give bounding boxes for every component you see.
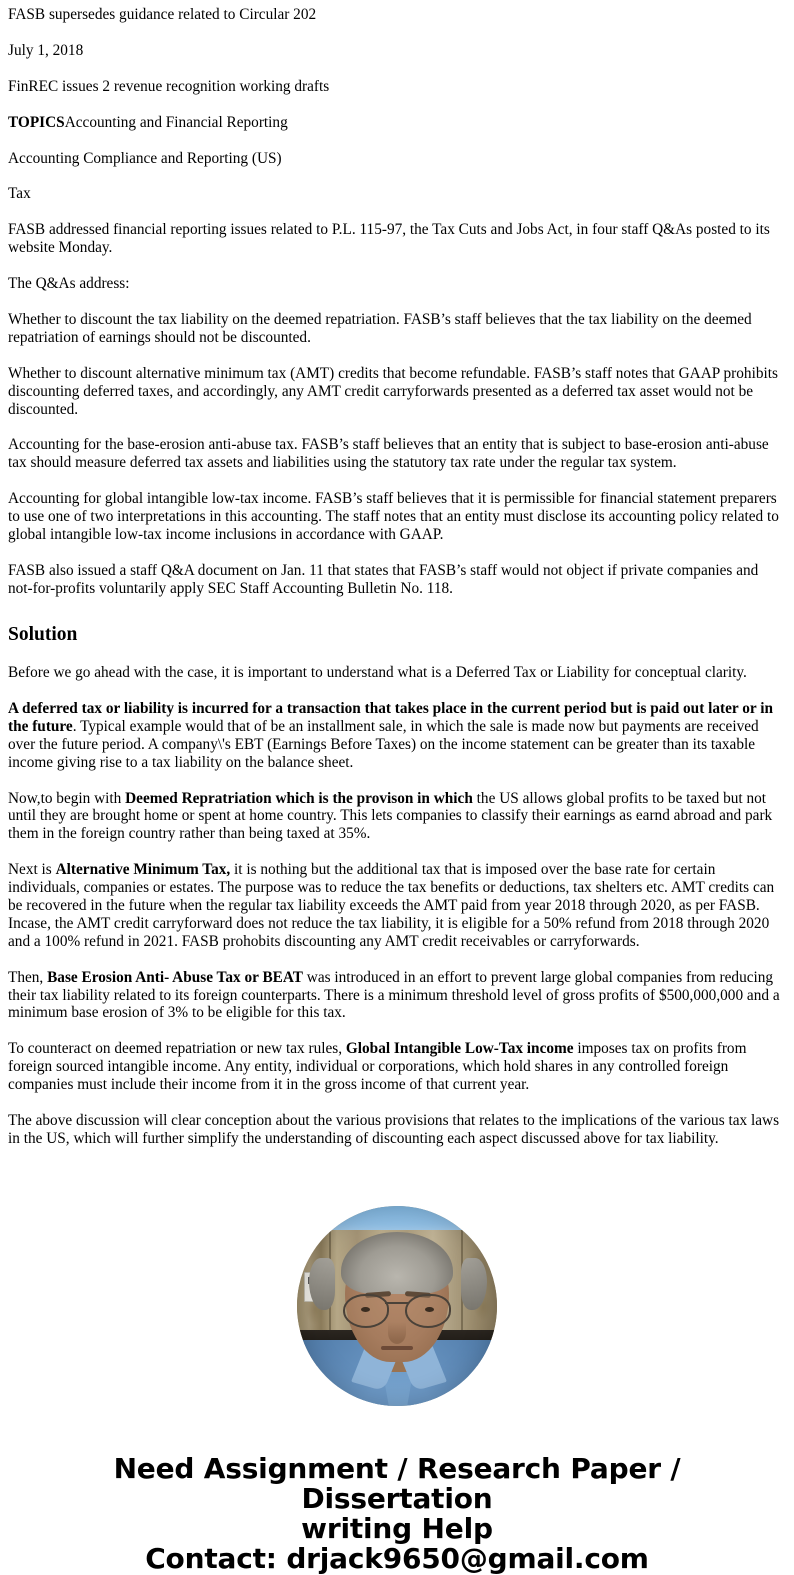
avatar	[297, 1206, 497, 1406]
solution-paragraph-gilti	[8, 1040, 786, 1094]
article-paragraph: Accounting for global intangible low-tax income. FASB’s staff believes that it is permissible for financial statement preparers to use one of two interpretations in this accounting. The staff notes that an entity must disclose its accounting policy related to global intangible low-tax income inclusions in accordance with GAAP.	[8, 490, 779, 544]
article-subheadline: FinREC issues 2 revenue recognition working drafts	[8, 77, 330, 95]
solution-heading: Solution	[8, 623, 78, 645]
gilti-pre: To counteract on deemed repatriation or new tax rules,	[8, 1040, 346, 1058]
document-page	[0, 6, 794, 1574]
repatriation-pre: Now,to begin with	[8, 789, 126, 807]
article-paragraph: FASB addressed financial reporting issues related to P.L. 115-97, the Tax Cuts and Jobs Act, in four staff Q&As posted to its website Monday.	[8, 221, 770, 257]
article-category-2: Tax	[8, 185, 31, 203]
solution-paragraph-amt	[8, 861, 786, 950]
solution-paragraph-beat	[8, 969, 786, 1023]
amt-bold-term: Alternative Minimum Tax,	[55, 861, 231, 879]
topics-label: TOPICS	[8, 113, 65, 131]
amt-pre: Next is	[8, 861, 56, 879]
photo-hair-left-side	[309, 1258, 335, 1310]
deferred-tax-rest: . Typical example would that of be an installment sale, in which the sale is made now but payments are received over the future period. A company\'s EBT (Earnings Before Taxes) on the income statement can be greater than its taxable income giving rise to a tax liability on the balance sheet.	[8, 717, 759, 771]
article-category-1: Accounting Compliance and Reporting (US)	[8, 149, 282, 167]
solution-paragraph-conclusion: The above discussion will clear conception about the various provisions that relates to the implications of the various tax laws in the US, which will further simplify the understanding of discounting each aspect discussed above for tax liability.	[8, 1112, 780, 1147]
article-paragraph: Whether to discount the tax liability on the deemed repatriation. FASB’s staff believes that the tax liability on the deemed repatriation of earnings should not be discounted.	[8, 311, 752, 346]
photo-eye-right	[425, 1307, 434, 1312]
photo-lens-left	[343, 1294, 389, 1328]
beat-pre: Then,	[8, 968, 48, 986]
article-paragraph: FASB also issued a staff Q&A document on Jan. 11 that states that FASB’s staff would not object if private companies and not-for-profits voluntarily apply SEC Staff Accounting Bulletin No. 118.	[8, 561, 759, 597]
photo-mouth	[381, 1346, 413, 1350]
gilti-bold-term: Global Intangible Low-Tax income	[345, 1040, 574, 1058]
topics-value: Accounting and Financial Reporting	[64, 113, 288, 131]
photo-nose	[388, 1322, 406, 1344]
beat-bold-term: Base Erosion Anti- Abuse Tax or BEAT	[47, 968, 303, 986]
solution-paragraph-deemed-repatriation	[8, 790, 786, 844]
article-paragraph: Whether to discount alternative minimum tax (AMT) credits that become refundable. FASB’s staff notes that GAAP prohibits discounting deferred taxes, and accordingly, any AMT credit carryforwards presented as a deferred tax asset would not be discounted.	[8, 364, 778, 418]
photo-lens-right	[405, 1294, 451, 1328]
photo-glasses-bridge	[385, 1302, 409, 1305]
solution-paragraph-deferred-tax	[8, 700, 786, 772]
solution-intro: Before we go ahead with the case, it is important to understand what is a Deferred Tax or Liability for conceptual clarity.	[8, 664, 747, 682]
article-topics-line	[8, 114, 786, 132]
cta-block	[8, 1451, 786, 1575]
cta-contact-email: Contact: drjack9650@gmail.com	[145, 1541, 649, 1575]
photo-eye-left	[361, 1307, 370, 1312]
beat-rest: was introduced in an effort to prevent large global companies from reducing their tax liability related to its foreign counterparts. There is a minimum threshold level of gross profits of $500,000,000 and a minimum base erosion of 3% to be eligible for this tax.	[8, 968, 780, 1022]
author-photo-container	[8, 1206, 786, 1406]
cta-line-1: Need Assignment / Research Paper / Dissertation	[113, 1451, 681, 1515]
article-paragraph: Accounting for the base-erosion anti-abuse tax. FASB’s staff believes that an entity that is subject to base-erosion anti-abuse tax should measure deferred tax assets and liabilities using the statutory tax rate under the regular tax system.	[8, 436, 769, 472]
article-headline: FASB supersedes guidance related to Circular 202	[8, 6, 317, 23]
amt-rest: it is nothing but the additional tax that is imposed over the base rate for certain individuals, companies or estates. The purpose was to reduce the tax benefits or deductions, tax shelters etc. AMT credits can be recovered in the future when the regular tax liability exceeds the AMT paid from year 2018 through 2020, as per FASB. Incase, the AMT credit carryforward does not reduce the tax liability, it is eligible for a 50% refund from 2018 through 2020 and a 100% refund in 2021. FASB prohobits discounting any AMT credit receivables or carryforwards.	[8, 861, 775, 950]
repatriation-bold-term: Deemed Repratriation which is the provison in which	[125, 789, 473, 807]
repatriation-rest: the US allows global profits to be taxed but not until they are brought home or spent at home country. This lets companies to classify their earnings as earnd abroad and park them in the foreign country rather than being taxed at 35%.	[8, 789, 773, 843]
article-date: July 1, 2018	[8, 41, 84, 59]
gilti-rest: imposes tax on profits from foreign sourced intangible income. Any entity, individual or corporations, which hold shares in any controlled foreign companies must include their income from it in the gross income of that current year.	[8, 1040, 747, 1094]
article-paragraph: The Q&As address:	[8, 275, 130, 293]
cta-line-2: writing Help	[301, 1511, 493, 1545]
deferred-tax-bold-lead: A deferred tax or liability is incurred for a transaction that takes place in the current period but is paid out later or in the future	[8, 700, 773, 735]
